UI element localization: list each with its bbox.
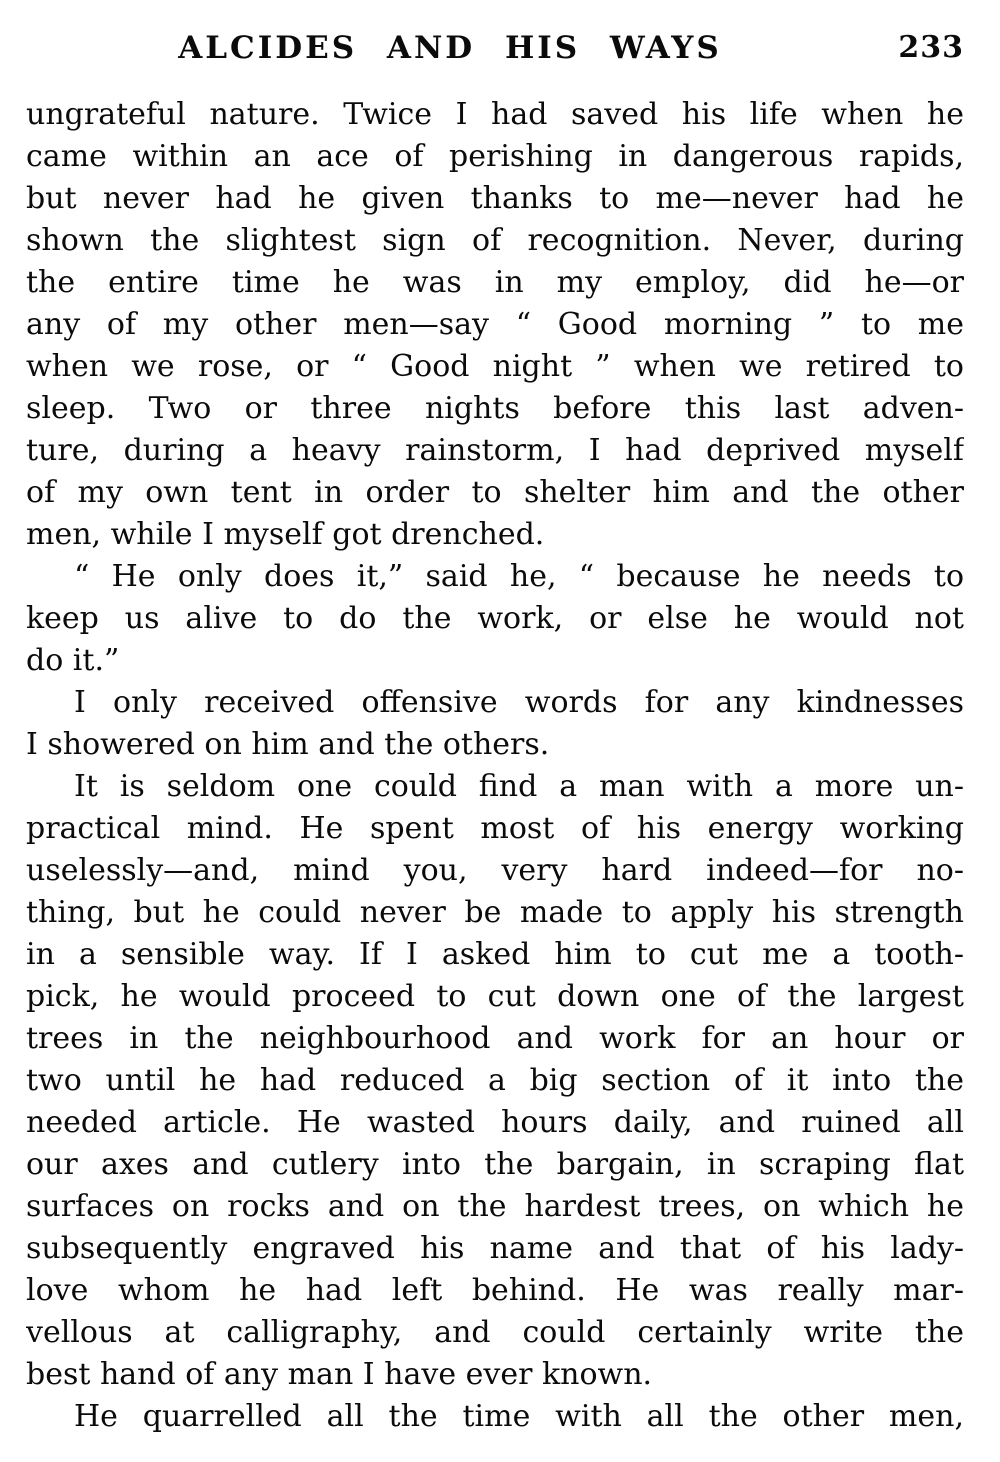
page-number: 233 xyxy=(898,30,964,65)
paragraph xyxy=(26,556,964,682)
text-line: pick, he would proceed to cut down one of the largest xyxy=(26,979,964,1014)
text-line: love whom he had left behind. He was really mar- xyxy=(26,1273,964,1308)
text-line: best hand of any man I have ever known. xyxy=(26,1357,653,1392)
text-line: trees in the neighbourhood and work for an hour or xyxy=(26,1021,964,1056)
text-line: any of my other men—say “ Good morning ” to me xyxy=(26,307,964,342)
text-line: needed article. He wasted hours daily, and ruined all xyxy=(26,1105,964,1140)
text-line: sleep. Two or three nights before this last adven- xyxy=(26,391,964,426)
text-line: our axes and cutlery into the bargain, in scraping flat xyxy=(26,1147,964,1182)
text-line: vellous at calligraphy, and could certainly write the xyxy=(26,1315,964,1350)
text-line: It is seldom one could find a man with a more un- xyxy=(74,769,964,804)
text-line: came within an ace of perishing in dangerous rapids, xyxy=(26,139,964,174)
text-line: the entire time he was in my employ, did he—or xyxy=(26,265,964,300)
text-line: ungrateful nature. Twice I had saved his life when he xyxy=(26,97,964,132)
text-line: I showered on him and the others. xyxy=(26,727,550,762)
text-line: two until he had reduced a big section of it into the xyxy=(26,1063,964,1098)
text-line: in a sensible way. If I asked him to cut me a tooth- xyxy=(26,937,964,972)
text-line: keep us alive to do the work, or else he would not xyxy=(26,601,964,636)
text-line: He quarrelled all the time with all the other men, xyxy=(74,1399,964,1434)
running-title: ALCIDES AND HIS WAYS xyxy=(178,30,722,66)
text-line: but never had he given thanks to me—never had he xyxy=(26,181,964,216)
paragraph xyxy=(26,766,964,1396)
page-header xyxy=(26,30,964,74)
text-line: thing, but he could never be made to apply his strength xyxy=(26,895,964,930)
text-line: do it.” xyxy=(26,643,120,678)
paragraph xyxy=(26,94,964,556)
paragraph xyxy=(26,682,964,766)
page-body xyxy=(26,94,964,1438)
text-line: when we rose, or “ Good night ” when we retired to xyxy=(26,349,964,384)
text-line: “ He only does it,” said he, “ because he needs to xyxy=(74,559,964,594)
text-line: I only received offensive words for any kindnesses xyxy=(74,685,964,720)
text-line: surfaces on rocks and on the hardest trees, on which he xyxy=(26,1189,964,1224)
text-line: subsequently engraved his name and that of his lady- xyxy=(26,1231,964,1266)
text-line: of my own tent in order to shelter him and the other xyxy=(26,475,964,510)
text-line: practical mind. He spent most of his energy working xyxy=(26,811,964,846)
text-line: men, while I myself got drenched. xyxy=(26,517,545,552)
paragraph xyxy=(26,1396,964,1438)
text-line: uselessly—and, mind you, very hard indeed—for no- xyxy=(26,853,964,888)
text-line: shown the slightest sign of recognition. Never, during xyxy=(26,223,964,258)
text-line: ture, during a heavy rainstorm, I had deprived myself xyxy=(26,433,964,468)
